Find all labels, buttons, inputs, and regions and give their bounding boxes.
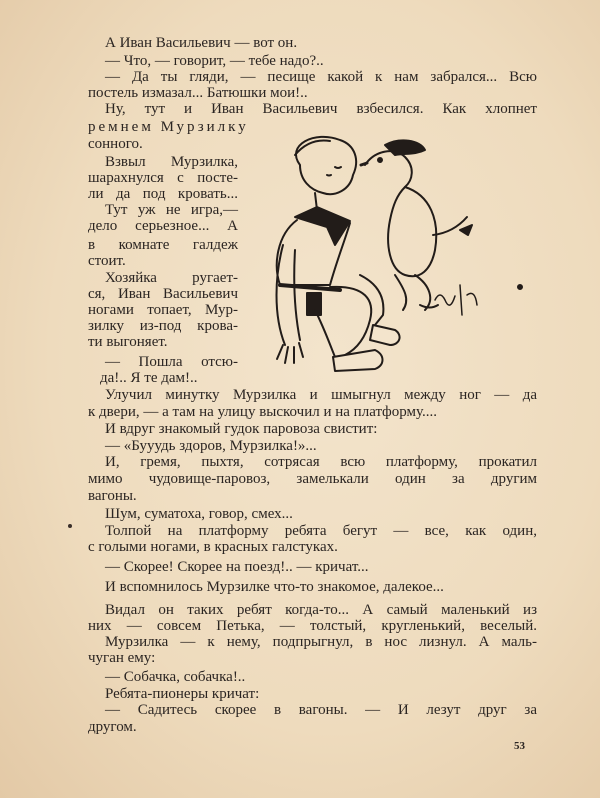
text-line: них — совсем Петька, — толстый, кругленький, веселый. — [88, 618, 537, 634]
text-line: И вдруг знакомый гудок паровоза свистит: — [105, 421, 378, 437]
ink-speck — [68, 524, 72, 528]
text-line: Толпой на платформу ребята бегут — все, как один, — [105, 523, 537, 539]
text-line: Тут уж не игра,— — [105, 202, 238, 218]
text-line: Мурзилка — к нему, подпрыгнул, в нос лизнул. А маль- — [105, 634, 537, 650]
page-number: 53 — [514, 740, 525, 752]
text-line: в комнате галдеж — [88, 237, 238, 253]
text-line: И, гремя, пыхтя, сотрясая всю платформу, прокатил — [105, 454, 537, 470]
text-line: Взвыл Мурзилка, — [105, 154, 238, 170]
text-line: ремнем Мурзилку — [88, 119, 249, 135]
text-line: ти выгоняет. — [88, 334, 168, 350]
text-line: дело серьезное... А — [88, 218, 238, 234]
text-line: к двери, — а там на улицу выскочил и на платформу.... — [88, 404, 438, 420]
text-line: Ну, тут и Иван Васильевич взбесился. Как хлопнет — [105, 101, 537, 117]
text-line: чуган ему: — [88, 650, 156, 666]
text-line: сонного. — [88, 136, 143, 152]
text-line: с голыми ногами, в красных галстуках. — [88, 539, 338, 555]
text-line: — Собачка, собачка!.. — [105, 669, 246, 685]
text-line: Шум, суматоха, говор, смех... — [105, 506, 293, 522]
text-line: — Да ты гляди, — песище какой к нам забрался... Всю — [105, 69, 537, 85]
text-line: А Иван Васильевич — вот он. — [105, 35, 298, 51]
text-line: ли да под кровать... — [88, 186, 238, 202]
text-line: стоит. — [88, 253, 126, 269]
boy-and-dog-illustration-icon — [255, 125, 540, 385]
text-line: другом. — [88, 719, 137, 735]
text-line: Ребята-пионеры кричат: — [105, 686, 260, 702]
text-line: — Что, — говорит, — тебе надо?.. — [105, 53, 324, 69]
text-line: вагоны. — [88, 488, 137, 504]
text-line: Видал он таких ребят когда-то... А самый маленький из — [105, 602, 537, 618]
text-line: — Садитесь скорее в вагоны. — И лезут друг за — [105, 702, 537, 718]
text-line: зилку из-под крова- — [88, 318, 238, 334]
text-line: постель измазал... Батюшки мои!.. — [88, 85, 308, 101]
text-line: да!.. Я те дам!.. — [100, 370, 198, 386]
text-line: ся, Иван Васильевич — [88, 286, 238, 302]
text-line: ногами топает, Мур- — [88, 302, 238, 318]
text-line: шарахнулся с посте- — [88, 170, 238, 186]
text-line: И вспомнилось Мурзилке что-то знакомое, далекое... — [105, 579, 444, 595]
text-line: Хозяйка ругает- — [105, 270, 238, 286]
text-line: — Пошла отсю- — [105, 354, 238, 370]
text-line: — Скорее! Скорее на поезд!.. — кричат... — [105, 559, 369, 575]
text-line: — «Бууудь здоров, Мурзилка!»... — [105, 438, 317, 454]
text-line: Улучил минутку Мурзилка и шмыгнул между ног — да — [105, 387, 537, 403]
text-line: мимо чудовище-паровоз, замелькали один за другим — [88, 471, 537, 487]
